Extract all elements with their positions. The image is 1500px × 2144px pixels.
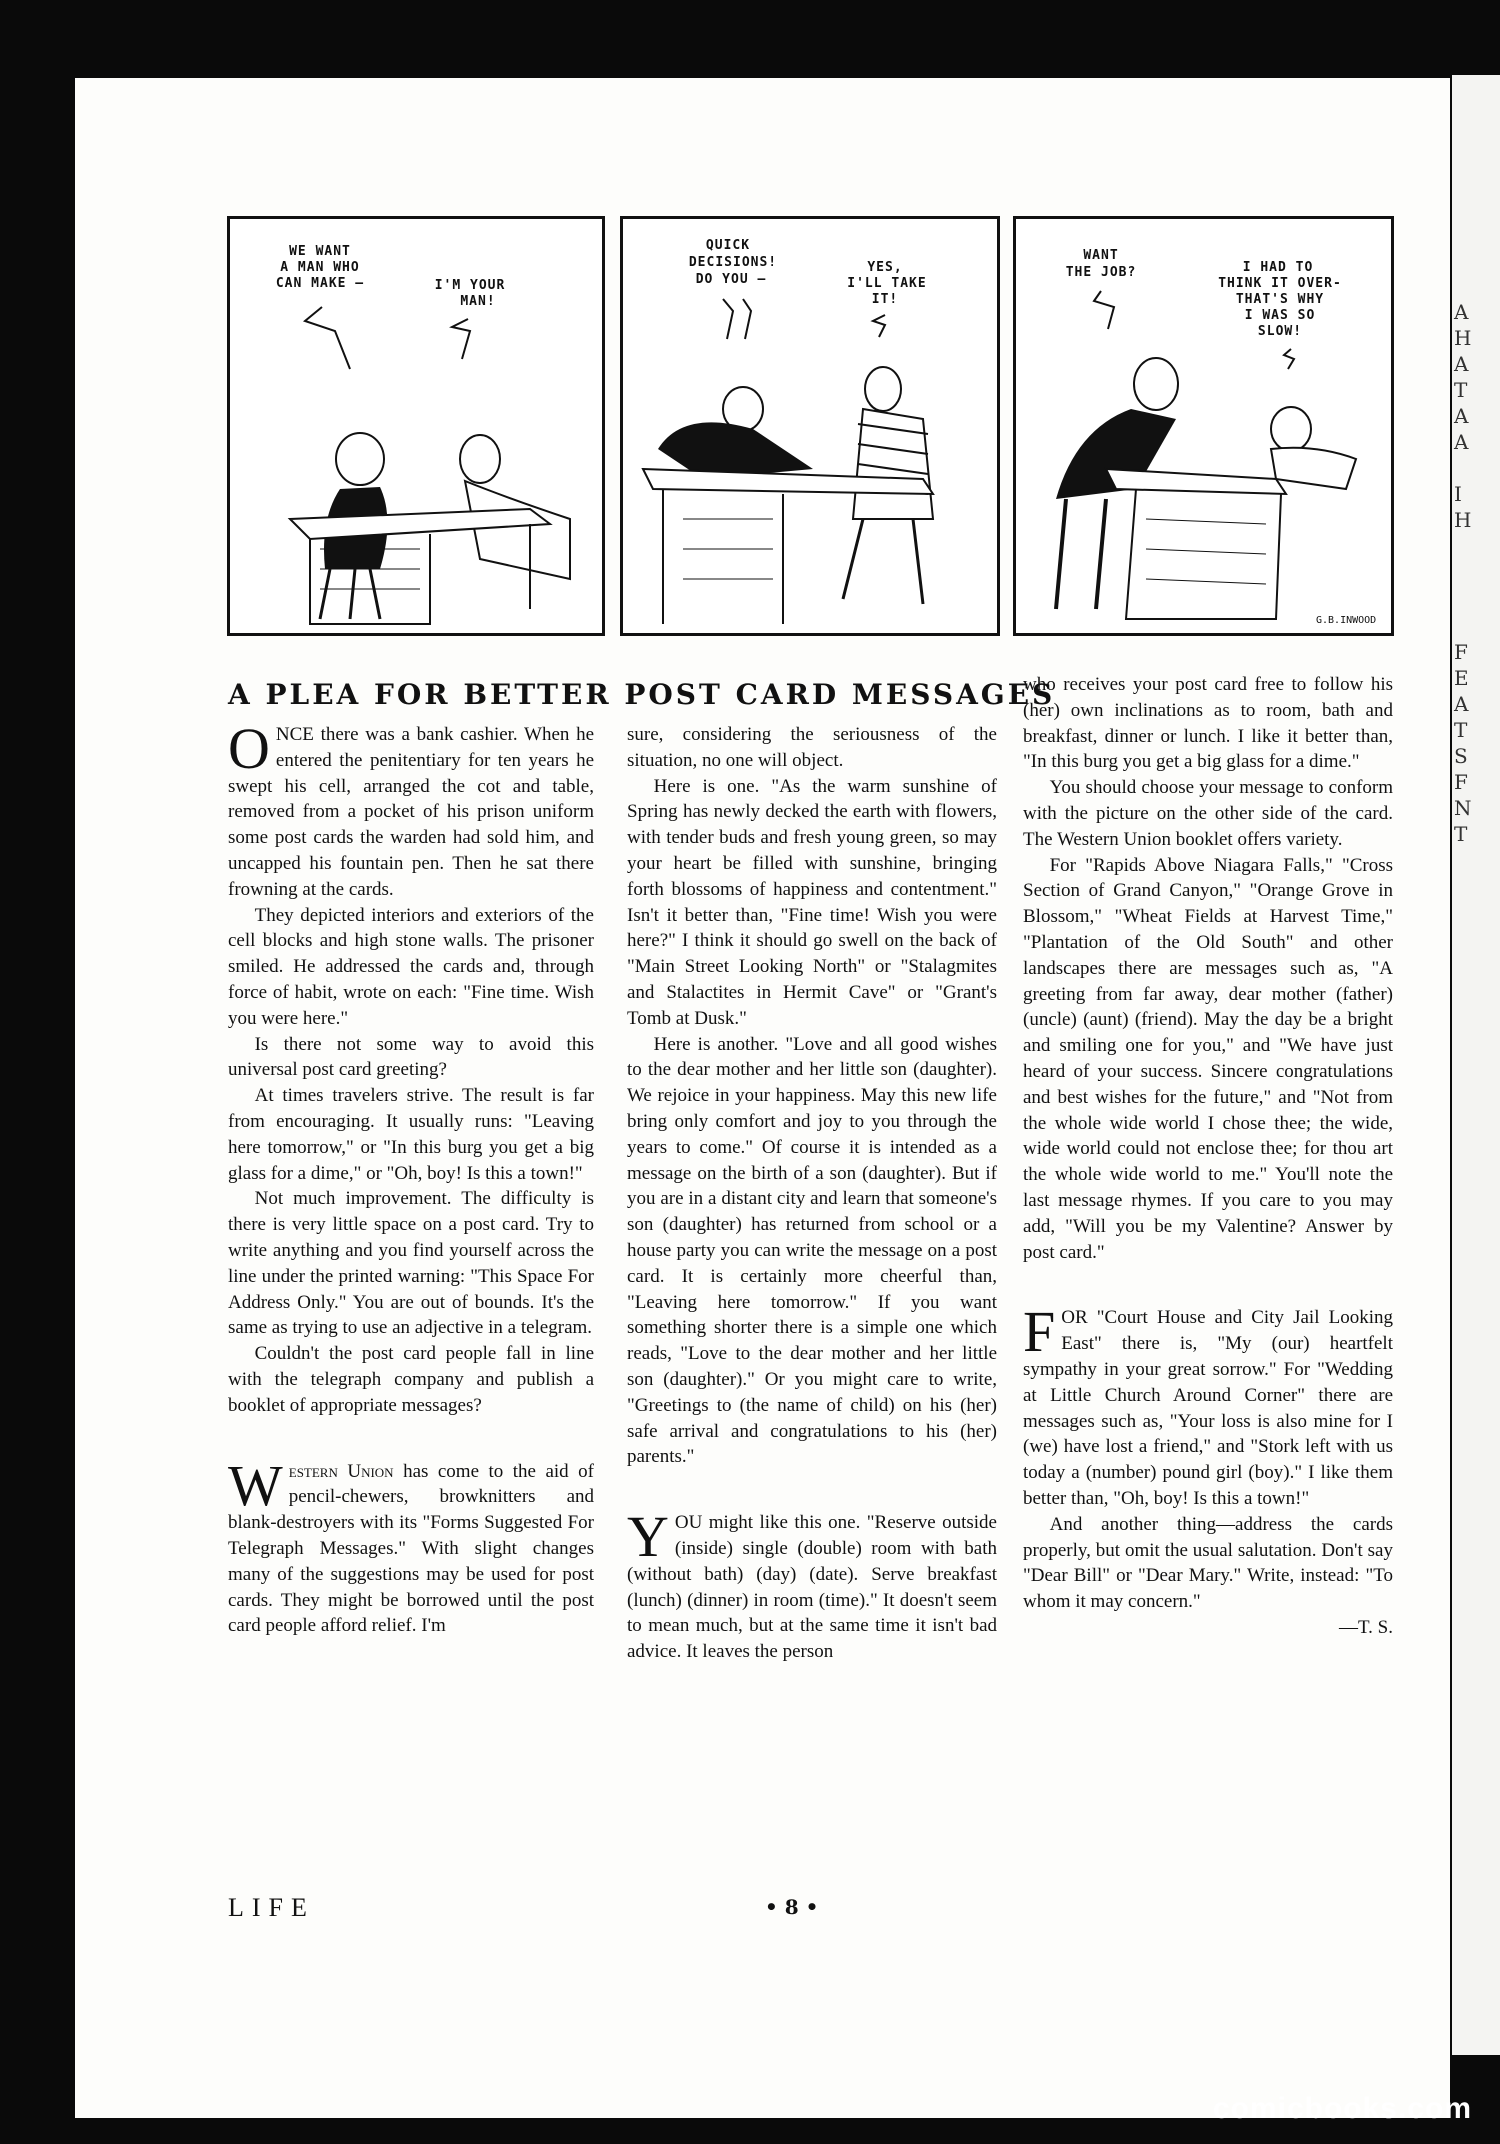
balloon-text: THINK IT OVER- [1218, 276, 1342, 291]
balloon-text: MAN! [460, 294, 496, 309]
article-column-2 [627, 722, 997, 1665]
paragraph: They depicted interiors and exteriors of the cell blocks and high stone walls. The prisoner smiled. He addressed the cards and, through force of habit, wrote on each: "Fine time. Wish you were here." [228, 904, 594, 1029]
balloon-text: I WAS SO [1244, 308, 1316, 323]
edge-letter: A [1454, 692, 1469, 716]
balloon-text: I'M YOUR [434, 278, 506, 293]
paragraph: Is there not some way to avoid this universal post card greeting? [228, 1033, 594, 1081]
edge-letter: F [1454, 770, 1468, 794]
paragraph: And another thing—address the cards properly, but omit the usual salutation. Don't say "Dear Bill" or "Dear Mary." Write, instead: "To whom it may concern." [1023, 1513, 1393, 1613]
paragraph: who receives your post card free to follow his (her) own inclinations as to room, bath and breakfast, dinner or lunch. I like it better than, "In this burg you get a big glass for a dime." [1023, 674, 1393, 773]
balloon-text: WE WANT [289, 244, 351, 259]
paragraph: At times travelers strive. The result is far from encouraging. It usually runs: "Leaving here tomorrow," or "In this burg you get a big glass for a dime," or "Oh, boy! Is this a town!" [228, 1085, 594, 1184]
comic-panel-1 [227, 216, 605, 636]
paragraph: Here is one. "As the warm sunshine of Spring has newly decked the earth with flowers, with tender buds and fresh young green, so may your heart be filled with sunshine, bringing forth blossoms of happiness and contentment." Isn't it better than, "Fine time! Wish you were here?" I think it should go swell on the back of "Main Street Looking North" or "Stalagmites and Stalactites in Hermit Cave" or "Grant's Tomb at Dusk." [627, 775, 997, 1029]
author-signature: —T. S. [1338, 1616, 1393, 1638]
artist-signature: G.B.INWOOD [1316, 615, 1377, 626]
article-column-1 [228, 716, 594, 1639]
edge-letter: T [1454, 718, 1468, 742]
paragraph-text: NCE there was a bank cashier. When he entered the penitentiary for ten years he swept his cell, arranged the cot and table, removed from a pocket of his prison uniform some post cards the warden had sold him, and uncapped his fountain pen. Then he sat there frowning at the cards. [228, 724, 594, 900]
comic-panel-2-art [623, 219, 997, 633]
edge-letter: A [1454, 404, 1469, 428]
edge-letter: T [1454, 378, 1468, 402]
edge-letter: A [1454, 430, 1469, 454]
paragraph: For "Rapids Above Niagara Falls," "Cross Section of Grand Canyon," "Orange Grove in Blossom," "Wheat Fields at Harvest Time," "Plantation of the Old South" and other landscapes there are messages such as, "A greeting from far away, dear mother (father) (uncle) (aunt) (friend). May the day be a bright and smiling one for you," and "We have just heard of your success. Sincere congratulations and best wishes for the future," and "Not from the whole wide world I chose thee; the wide, wide world could not enclose thee; for thou art the whole wide world to me." You'll note the last message rhymes. If you care to you may add, "Will you be my Valentine? Answer by post card." [1023, 854, 1393, 1263]
balloon-text: YES, [867, 260, 903, 275]
balloon-text: I HAD TO [1242, 260, 1314, 275]
edge-letter: A [1454, 352, 1469, 376]
paragraph: sure, considering the seriousness of the situation, no one will object. [627, 724, 997, 771]
balloon-text: THAT'S WHY [1235, 292, 1325, 307]
article-headline: A PLEA FOR BETTER POST CARD MESSAGES [228, 678, 1056, 711]
paragraph: Here is another. "Love and all good wishes to the dear mother and her little son (daughter). We rejoice in your happiness. May this new life bring only comfort and joy to you through the years to come." Of course it is intended as a message on the birth of a son (daughter). But if you are in a distant city and learn that someone's son (daughter) has returned from school or a house party you can write the message on a post card. It is certainly more cheerful than, "Leaving here tomorrow." If you want something shorter there is a simple one which reads, "Love to the dear mother and her little son (daughter)." Or you might care to write, "Greetings to (the name of child) on his (her) safe arrival and congratulations to his (her) parents." [627, 1033, 997, 1468]
balloon-text: CAN MAKE — [275, 276, 365, 291]
site-watermark: comicbooks.com [1212, 2092, 1472, 2125]
paragraph-text: OU might like this one. "Reserve outside (inside) single (double) room with bath (without bath) (day) (date). Serve breakfast (lunch) (dinner) in room (time)." It doesn't seem to mean much, but at the same time it isn't bad advice. It leaves the person [627, 1512, 997, 1663]
comic-panel-1-art [230, 219, 602, 633]
page-number: • 8 • [765, 1895, 819, 1919]
drop-cap: F [1023, 1299, 1056, 1365]
magazine-name: LIFE [228, 1893, 315, 1922]
paragraph: You should choose your message to conform with the picture on the other side of the card. The Western Union booklet offers variety. [1023, 777, 1393, 850]
edge-letter: A [1454, 300, 1469, 324]
comic-panel-3-art [1016, 219, 1391, 633]
edge-letter: F [1454, 640, 1468, 664]
balloon-text: WANT [1083, 248, 1119, 263]
edge-letter: H [1454, 326, 1472, 350]
next-page-edge [1452, 75, 1500, 2055]
edge-letter: N [1454, 796, 1472, 820]
paragraph: Not much improvement. The difficulty is there is very little space on a post card. Try to write anything and you find yourself across the line under the printed warning: "This Space For Address Only." You are out of bounds. It's the same as trying to use an adjective in a telegram. [228, 1188, 594, 1339]
balloon-text: DECISIONS! [688, 255, 778, 270]
balloon-text: THE JOB? [1065, 265, 1137, 280]
edge-letter: T [1454, 822, 1468, 846]
paragraph-text: OR "Court House and City Jail Looking East" there is, "My (our) heartfelt sympathy in your great sorrow." For "Wedding at Little Church Around Corner" there are messages such as, "Your loss is also mine for I (we) have lost a friend," and "Stork left with us today a (number) pound girl (boy)." I like them better than, "Oh, boy! Is this a town!" [1023, 1307, 1393, 1509]
article-column-3 [1023, 672, 1393, 1641]
edge-letter: I [1454, 482, 1462, 506]
comic-panel-2 [620, 216, 1000, 636]
comic-panel-3 [1013, 216, 1394, 636]
edge-letter: H [1454, 508, 1472, 532]
balloon-text: DO YOU — [695, 272, 767, 287]
paragraph: Couldn't the post card people fall in line with the telegraph company and publish a booklet of appropriate messages? [228, 1343, 594, 1416]
drop-cap: Y [627, 1504, 669, 1570]
balloon-text: QUICK [705, 238, 751, 253]
drop-cap: O [228, 716, 270, 781]
balloon-text: SLOW! [1257, 324, 1303, 339]
balloon-text: I'LL TAKE [847, 276, 927, 291]
paragraph-text: has come to the aid of pencil-chewers, browknitters and blank-destroyers with its "Forms Suggested For Telegraph Messages." With slight changes many of the suggestions may be used for post cards. They might be borrowed until the post card people afford relief. I'm [228, 1460, 594, 1637]
balloon-text: IT! [871, 292, 899, 307]
drop-cap: W [228, 1452, 283, 1518]
balloon-text: A MAN WHO [280, 260, 360, 275]
small-caps-text: estern Union [288, 1460, 394, 1482]
edge-letter: S [1454, 744, 1468, 768]
edge-letter: E [1454, 666, 1469, 690]
